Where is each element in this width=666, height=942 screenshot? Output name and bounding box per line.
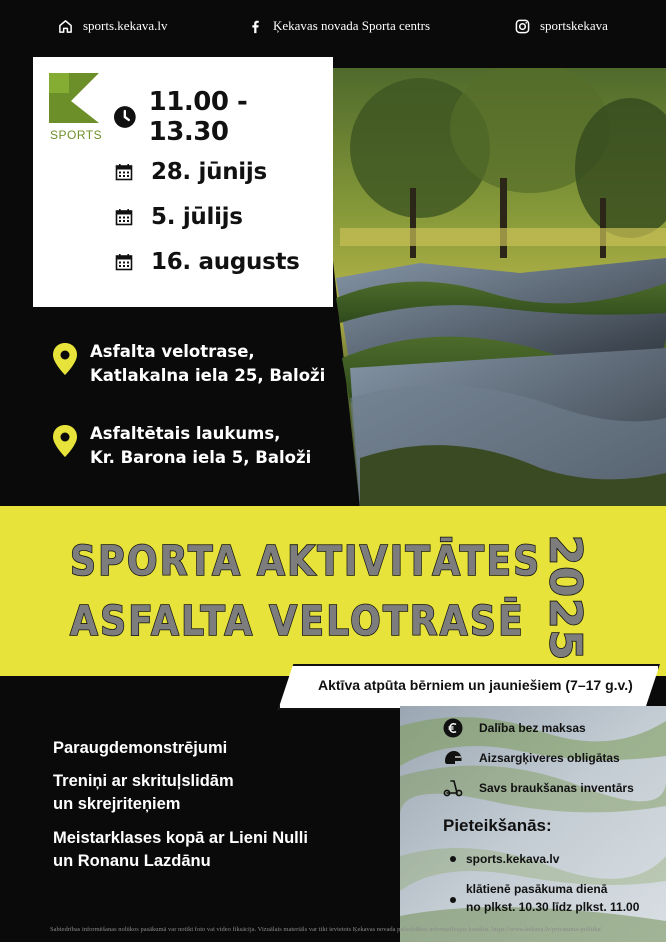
- scooter-icon: [443, 778, 463, 798]
- event-time: 11.00 - 13.30: [148, 87, 248, 147]
- activity-text: Paraugdemonstrējumi: [53, 739, 228, 757]
- date-row: [115, 204, 243, 230]
- feature-item: [443, 718, 586, 738]
- activity-item: [53, 737, 227, 760]
- registration-text: sports.kekava.lv: [466, 852, 560, 866]
- bullet: [450, 897, 456, 903]
- facebook-text: Ķekavas novada Sporta centrs: [273, 18, 431, 33]
- instagram-text: sportskekava: [540, 18, 608, 33]
- registration-item: [466, 850, 559, 868]
- website-link[interactable]: [58, 18, 167, 34]
- home-icon: [58, 19, 73, 34]
- feature-item: [443, 778, 634, 798]
- registration-text: klātienē pasākuma dienā: [466, 882, 608, 896]
- activity-text: Treniņi ar skrituļslidām: [53, 772, 234, 790]
- calendar-icon: [115, 253, 133, 271]
- website-text: sports.kekava.lv: [83, 18, 168, 33]
- activity-item: [53, 770, 234, 816]
- main-title-line1: SPORTA AKTIVITĀTES: [70, 537, 542, 585]
- registration-text: no plkst. 10.30 līdz plkst. 11.00: [466, 900, 640, 914]
- map-pin-icon: [52, 424, 78, 458]
- instagram-link[interactable]: [515, 18, 608, 34]
- main-title-line2: ASFALTA VELOTRASĒ: [70, 597, 525, 645]
- registration-item: [466, 880, 639, 916]
- year-text: 2025: [539, 534, 591, 662]
- feature-item: [443, 748, 620, 768]
- feature-text: Dalība bez maksas: [479, 721, 586, 735]
- activity-item: [53, 827, 308, 873]
- schedule-card: [33, 57, 333, 307]
- calendar-icon: [115, 208, 133, 226]
- privacy-fineprint: Sabiedrības informēšanas nolūkos pasākumā var notikt foto vai video fiksācija. Vizuālais materiāls var tikt ievietots Ķekavas novada pašvaldības informatīvajos kanālos. https://www.kekava.lv/privatuma-politika/: [50, 926, 603, 933]
- top-bar: [0, 0, 666, 55]
- location-name: Asfaltētais laukums,: [90, 424, 281, 443]
- location-address: Katlakalna iela 25, Baloži: [90, 366, 326, 385]
- location-address: Kr. Barona iela 5, Baloži: [90, 448, 312, 467]
- activity-text: un Ronanu Lazdānu: [53, 852, 211, 870]
- bullet: [450, 856, 456, 862]
- clock-icon: [113, 105, 137, 129]
- date-row: [115, 249, 300, 275]
- calendar-icon: [115, 163, 133, 181]
- location-item: [52, 422, 311, 470]
- feature-text: Savs braukšanas inventārs: [479, 781, 634, 795]
- pumptrack-photo: [300, 68, 666, 508]
- event-date: 16. augusts: [151, 249, 300, 275]
- activity-text: Meistarklases kopā ar Lieni Nulli: [53, 829, 308, 847]
- time-row: [113, 87, 333, 147]
- location-name: Asfalta velotrase,: [90, 342, 255, 361]
- subtitle: Aktīva atpūta bērniem un jauniešiem (7–17 g.v.): [318, 677, 633, 693]
- feature-text: Aizsargķiveres obligātas: [479, 751, 620, 765]
- instagram-icon: [515, 19, 530, 34]
- location-item: [52, 340, 325, 388]
- helmet-icon: [443, 748, 463, 768]
- facebook-link[interactable]: [248, 18, 430, 34]
- sports-logo-icon: [49, 73, 99, 123]
- facebook-icon: [248, 19, 263, 34]
- activity-text: un skrejriteņiem: [53, 795, 181, 813]
- event-date: 5. jūlijs: [151, 204, 243, 230]
- logo-text: SPORTS: [50, 128, 103, 142]
- date-row: [115, 159, 267, 185]
- event-date: 28. jūnijs: [151, 159, 267, 185]
- year-label: [539, 534, 591, 662]
- euro-icon: [443, 718, 463, 738]
- map-pin-icon: [52, 342, 78, 376]
- registration-title: Pieteikšanās:: [443, 816, 552, 835]
